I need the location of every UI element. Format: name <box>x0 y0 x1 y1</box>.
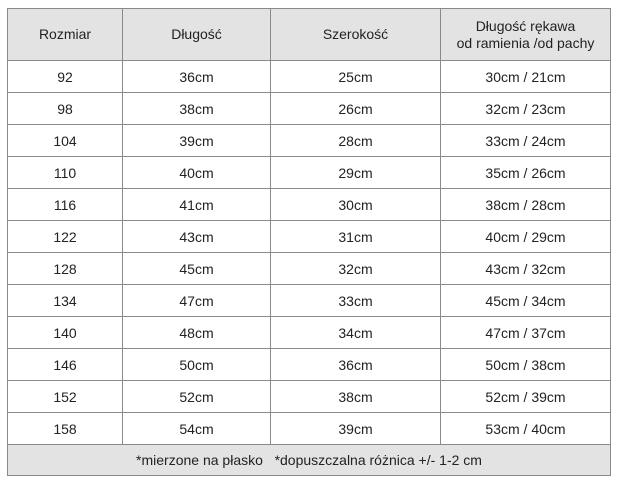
cell-length: 40cm <box>123 157 271 189</box>
table-row <box>8 413 611 445</box>
table-row <box>8 381 611 413</box>
table-row <box>8 125 611 157</box>
footer-note: *mierzone na płasko *dopuszczalna różnica +/- 1-2 cm <box>8 445 611 476</box>
header-size-label: Rozmiar <box>38 26 92 42</box>
cell-sleeve: 50cm / 38cm <box>441 349 611 381</box>
table-row <box>8 157 611 189</box>
size-chart <box>7 8 610 476</box>
cell-length: 45cm <box>123 253 271 285</box>
cell-length: 43cm <box>123 221 271 253</box>
cell-sleeve: 40cm / 29cm <box>441 221 611 253</box>
cell-length: 47cm <box>123 285 271 317</box>
header-sleeve-label: Długość rękawa <box>475 17 576 34</box>
cell-width: 30cm <box>271 189 441 221</box>
cell-size: 98 <box>8 93 123 125</box>
cell-length: 36cm <box>123 61 271 93</box>
footer-row <box>8 445 611 476</box>
cell-size: 92 <box>8 61 123 93</box>
table-row <box>8 285 611 317</box>
cell-width: 38cm <box>271 381 441 413</box>
cell-size: 122 <box>8 221 123 253</box>
cell-width: 29cm <box>271 157 441 189</box>
cell-size: 110 <box>8 157 123 189</box>
cell-width: 32cm <box>271 253 441 285</box>
cell-width: 36cm <box>271 349 441 381</box>
header-length-label: Długość <box>171 26 222 42</box>
cell-sleeve: 30cm / 21cm <box>441 61 611 93</box>
header-width <box>271 9 441 61</box>
cell-size: 140 <box>8 317 123 349</box>
cell-length: 54cm <box>123 413 271 445</box>
table-row <box>8 317 611 349</box>
header-sleeve-sublabel: od ramienia /od pachy <box>456 34 595 51</box>
cell-sleeve: 43cm / 32cm <box>441 253 611 285</box>
cell-length: 52cm <box>123 381 271 413</box>
cell-sleeve: 33cm / 24cm <box>441 125 611 157</box>
cell-width: 33cm <box>271 285 441 317</box>
cell-width: 31cm <box>271 221 441 253</box>
cell-length: 39cm <box>123 125 271 157</box>
size-table <box>7 8 611 476</box>
table-row <box>8 221 611 253</box>
cell-size: 146 <box>8 349 123 381</box>
header-sleeve <box>441 9 611 61</box>
table-row <box>8 61 611 93</box>
cell-length: 38cm <box>123 93 271 125</box>
header-width-label: Szerokość <box>322 26 389 42</box>
cell-width: 34cm <box>271 317 441 349</box>
table-row <box>8 349 611 381</box>
cell-sleeve: 45cm / 34cm <box>441 285 611 317</box>
cell-size: 158 <box>8 413 123 445</box>
cell-sleeve: 47cm / 37cm <box>441 317 611 349</box>
cell-size: 116 <box>8 189 123 221</box>
cell-sleeve: 53cm / 40cm <box>441 413 611 445</box>
cell-width: 28cm <box>271 125 441 157</box>
cell-width: 39cm <box>271 413 441 445</box>
cell-length: 48cm <box>123 317 271 349</box>
cell-size: 152 <box>8 381 123 413</box>
header-length <box>123 9 271 61</box>
cell-width: 25cm <box>271 61 441 93</box>
cell-sleeve: 35cm / 26cm <box>441 157 611 189</box>
cell-sleeve: 38cm / 28cm <box>441 189 611 221</box>
cell-width: 26cm <box>271 93 441 125</box>
table-row <box>8 189 611 221</box>
cell-size: 128 <box>8 253 123 285</box>
cell-sleeve: 52cm / 39cm <box>441 381 611 413</box>
header-size <box>8 9 123 61</box>
table-row <box>8 253 611 285</box>
cell-length: 41cm <box>123 189 271 221</box>
cell-size: 104 <box>8 125 123 157</box>
cell-size: 134 <box>8 285 123 317</box>
header-row <box>8 9 611 61</box>
table-body <box>8 61 611 445</box>
table-row <box>8 93 611 125</box>
cell-length: 50cm <box>123 349 271 381</box>
cell-sleeve: 32cm / 23cm <box>441 93 611 125</box>
